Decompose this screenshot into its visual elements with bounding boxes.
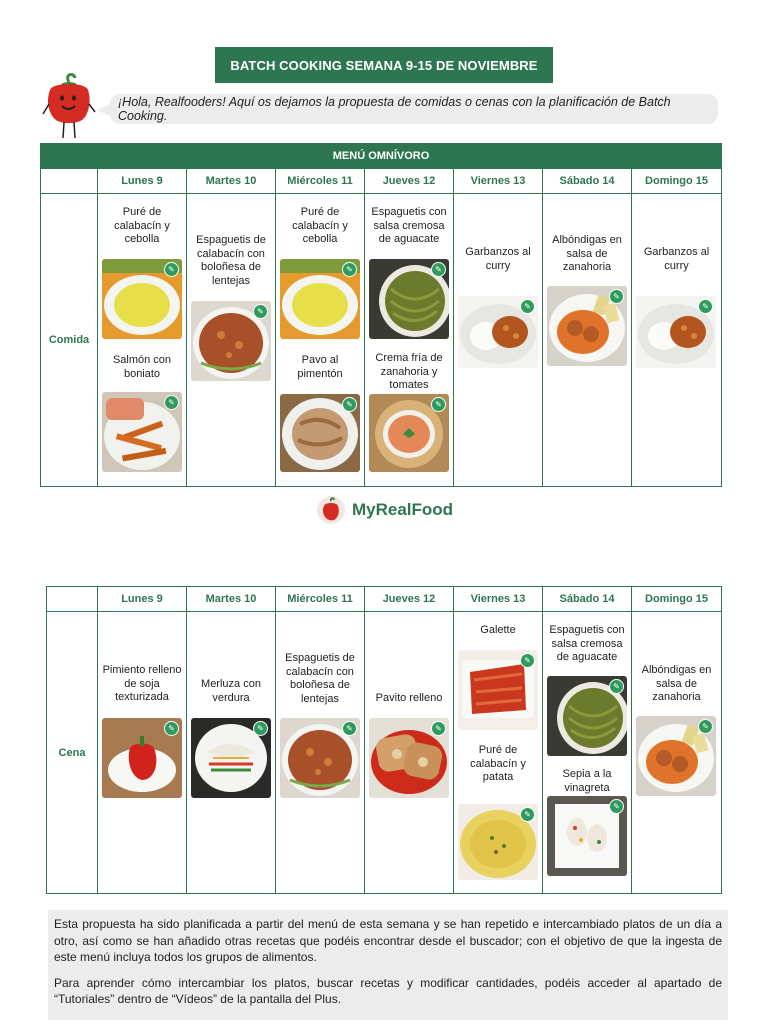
- day-header: Domingo 15: [632, 169, 722, 194]
- dish-name: Garbanzos al curry: [643, 246, 710, 272]
- dish-photo[interactable]: [547, 676, 627, 756]
- dish-photo[interactable]: [458, 804, 538, 880]
- dish-photo[interactable]: [636, 296, 716, 368]
- edit-icon[interactable]: ✎: [698, 719, 713, 734]
- dish-photo[interactable]: [636, 716, 716, 796]
- day-header: Viernes 13: [454, 169, 543, 194]
- meal-label-comida: Comida: [41, 194, 98, 487]
- menu-type-header: MENÚ OMNÍVORO: [41, 144, 722, 169]
- dish-name: Puré de calabacín y patata: [470, 744, 526, 783]
- info-paragraph: Para aprender cómo intercambiar los platos, buscar recetas y modificar cantidades, podéis acceder al apartado de “Tutoriales” dentro de “Vídeos” de la pantalla del Plus.: [54, 975, 722, 1006]
- dish-name: Pavito relleno: [375, 692, 443, 704]
- page-title: BATCH COOKING SEMANA 9-15 DE NOVIEMBRE: [215, 47, 553, 83]
- dish-name: Puré de calabacín y cebolla: [292, 206, 348, 245]
- day-header: Sábado 14: [543, 169, 632, 194]
- dish-name: Merluza con verdura: [201, 678, 261, 704]
- edit-icon[interactable]: ✎: [520, 807, 535, 822]
- edit-icon[interactable]: ✎: [698, 299, 713, 314]
- dish-photo[interactable]: [369, 394, 449, 472]
- info-paragraph: Esta propuesta ha sido planificada a partir del menú de esta semana y se han repetido e intercambiado platos de un día a otro, así como se han añadido otras recetas que podéis encontrar desde el buscador; con el objetivo de que la ingesta de este menú incluya todos los grupos de alimentos.: [54, 917, 722, 964]
- meal-label-cena: Cena: [47, 612, 98, 894]
- greeting-message: ¡Hola, Realfooders! Aquí os dejamos la propuesta de comidas o cenas con la planificación de Batch Cooking.: [110, 94, 718, 124]
- dish-photo[interactable]: [280, 718, 360, 798]
- edit-icon[interactable]: ✎: [431, 721, 446, 736]
- dish-name: Albóndigas en salsa de zanahoria: [641, 664, 712, 703]
- edit-icon[interactable]: ✎: [520, 299, 535, 314]
- dish-photo[interactable]: [547, 286, 627, 366]
- myrealfood-logo: [316, 494, 456, 526]
- dish-name: Pimiento relleno de soja texturizada: [102, 664, 182, 703]
- dish-name: Puré de calabacín y cebolla: [114, 206, 170, 245]
- dish-photo[interactable]: [458, 296, 538, 368]
- edit-icon[interactable]: ✎: [164, 395, 179, 410]
- logo-wordmark: MyRealFood: [352, 500, 454, 519]
- dish-name: Crema fría de zanahoria y tomates: [375, 352, 443, 391]
- dish-photo[interactable]: [191, 301, 271, 381]
- dish-photo[interactable]: [102, 718, 182, 798]
- day-header: Sábado 14: [543, 587, 632, 612]
- edit-icon[interactable]: ✎: [342, 262, 357, 277]
- day-header: Miércoles 11: [276, 587, 365, 612]
- day-header: Lunes 9: [98, 587, 187, 612]
- speech-bubble-tail: [96, 104, 111, 116]
- dish-name: Sepia a la vinagreta: [562, 768, 612, 794]
- cena-menu-table: [46, 586, 722, 894]
- day-header: Jueves 12: [365, 169, 454, 194]
- dish-name: Espaguetis de calabacín con boloñesa de lentejas: [196, 234, 266, 287]
- dish-photo[interactable]: [280, 394, 360, 472]
- dish-name: Galette: [480, 624, 516, 636]
- pepper-mascot-icon: [42, 72, 96, 140]
- edit-icon[interactable]: ✎: [342, 721, 357, 736]
- edit-icon[interactable]: ✎: [253, 304, 268, 319]
- comida-menu-table: [40, 143, 722, 487]
- dish-name: Garbanzos al curry: [465, 246, 531, 272]
- edit-icon[interactable]: ✎: [253, 721, 268, 736]
- edit-icon[interactable]: ✎: [342, 397, 357, 412]
- day-header: Miércoles 11: [276, 169, 365, 194]
- dish-name: Pavo al pimentón: [297, 354, 343, 380]
- dish-name: Albóndigas en salsa de zanahoria: [552, 234, 622, 273]
- day-header: Lunes 9: [98, 169, 187, 194]
- day-header: Domingo 15: [632, 587, 722, 612]
- pepper-logo-icon: [316, 495, 346, 525]
- edit-icon[interactable]: ✎: [520, 653, 535, 668]
- edit-icon[interactable]: ✎: [431, 397, 446, 412]
- edit-icon[interactable]: ✎: [609, 679, 624, 694]
- edit-icon[interactable]: ✎: [164, 721, 179, 736]
- empty-header-cell: [41, 169, 98, 194]
- dish-photo[interactable]: [369, 718, 449, 798]
- info-note: [48, 910, 728, 1020]
- dish-photo[interactable]: [191, 718, 271, 798]
- edit-icon[interactable]: ✎: [609, 799, 624, 814]
- dish-photo[interactable]: [369, 259, 449, 339]
- edit-icon[interactable]: ✎: [609, 289, 624, 304]
- dish-photo[interactable]: [102, 392, 182, 472]
- dish-name: Espaguetis con salsa cremosa de aguacate: [549, 624, 625, 663]
- dish-name: Espaguetis de calabacín con boloñesa de lentejas: [285, 652, 355, 705]
- dish-photo[interactable]: [458, 650, 538, 730]
- dish-photo[interactable]: [102, 259, 182, 339]
- day-header: Martes 10: [187, 169, 276, 194]
- dish-name: Espaguetis con salsa cremosa de aguacate: [371, 206, 447, 245]
- dish-name: Salmón con boniato: [112, 354, 172, 380]
- empty-header-cell: [47, 587, 98, 612]
- day-header: Jueves 12: [365, 587, 454, 612]
- edit-icon[interactable]: ✎: [431, 262, 446, 277]
- dish-photo[interactable]: [547, 796, 627, 876]
- day-header: Martes 10: [187, 587, 276, 612]
- edit-icon[interactable]: ✎: [164, 262, 179, 277]
- dish-photo[interactable]: [280, 259, 360, 339]
- day-header: Viernes 13: [454, 587, 543, 612]
